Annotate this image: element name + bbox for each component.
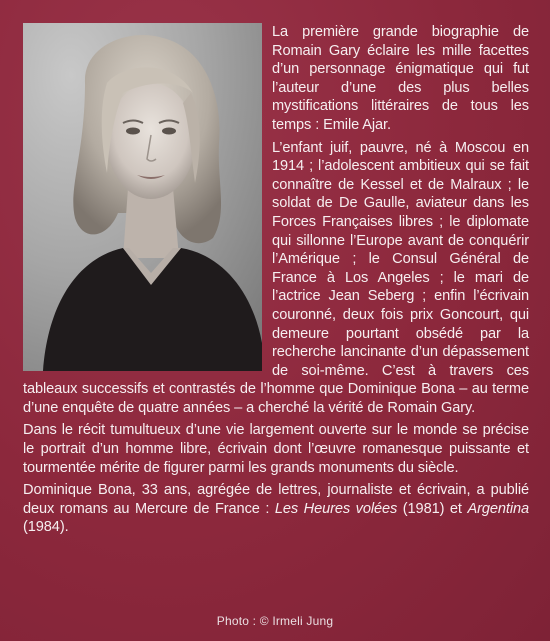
blurb-text [23,23,529,541]
paragraph-intro: La première grande biographie de Romain Gary éclaire les mille facettes d’un personnage énigmatique qui fut l’auteur d’une des plus belles mystifications littéraires de tous les temps : Emile Ajar. [272,24,529,133]
book-title-heures-volees: Les Heures volées [274,500,398,517]
paragraph-biography: L’enfant juif, pauvre, né à Moscou en 1914 ; l’adolescent ambitieux qui se fait connaître de Kessel et de Malraux ; le soldat de De Gaulle, aviateur dans les Forces Françaises libres ; le diplomate qui sillonne l’Europe avant de conquérir l’Amérique ; le Consul Général de France à Los Angeles ; le mari de l’actrice Jean Seberg ; enfin l’écrivain couronné, deux fois prix Goncourt, qui demeure pourtant obsédé par la recherche lancinante d’un dépassement de soi-même. C’est à travers ces tableaux successifs et contrastés de l’homme que Dominique Bona – au terme d’une enquête de quatre années – a cherché la vérité de Romain Gary. [23,139,529,416]
author-bio-after: (1984). [23,519,69,536]
book-title-argentina: Argentina [467,500,530,517]
photo-float-spacer [23,23,272,378]
paragraph-author-bio [23,481,529,537]
author-bio-before: Dominique Bona, 33 ans, agrégée de lettres, journaliste et écrivain, a publié deux romans au Mercure de France : [23,482,529,517]
photo-credit: Photo : © Irmeli Jung [216,614,334,628]
paragraph-portrait: Dans le récit tumultueux d’une vie largement ouverte sur le monde se précise le portrait d’un homme libre, écrivain dont l’œuvre romanesque puissante et tourmentée mérite de figurer parmi les grands monuments du siècle. [23,422,529,476]
author-bio-between: (1981) et [397,500,468,517]
